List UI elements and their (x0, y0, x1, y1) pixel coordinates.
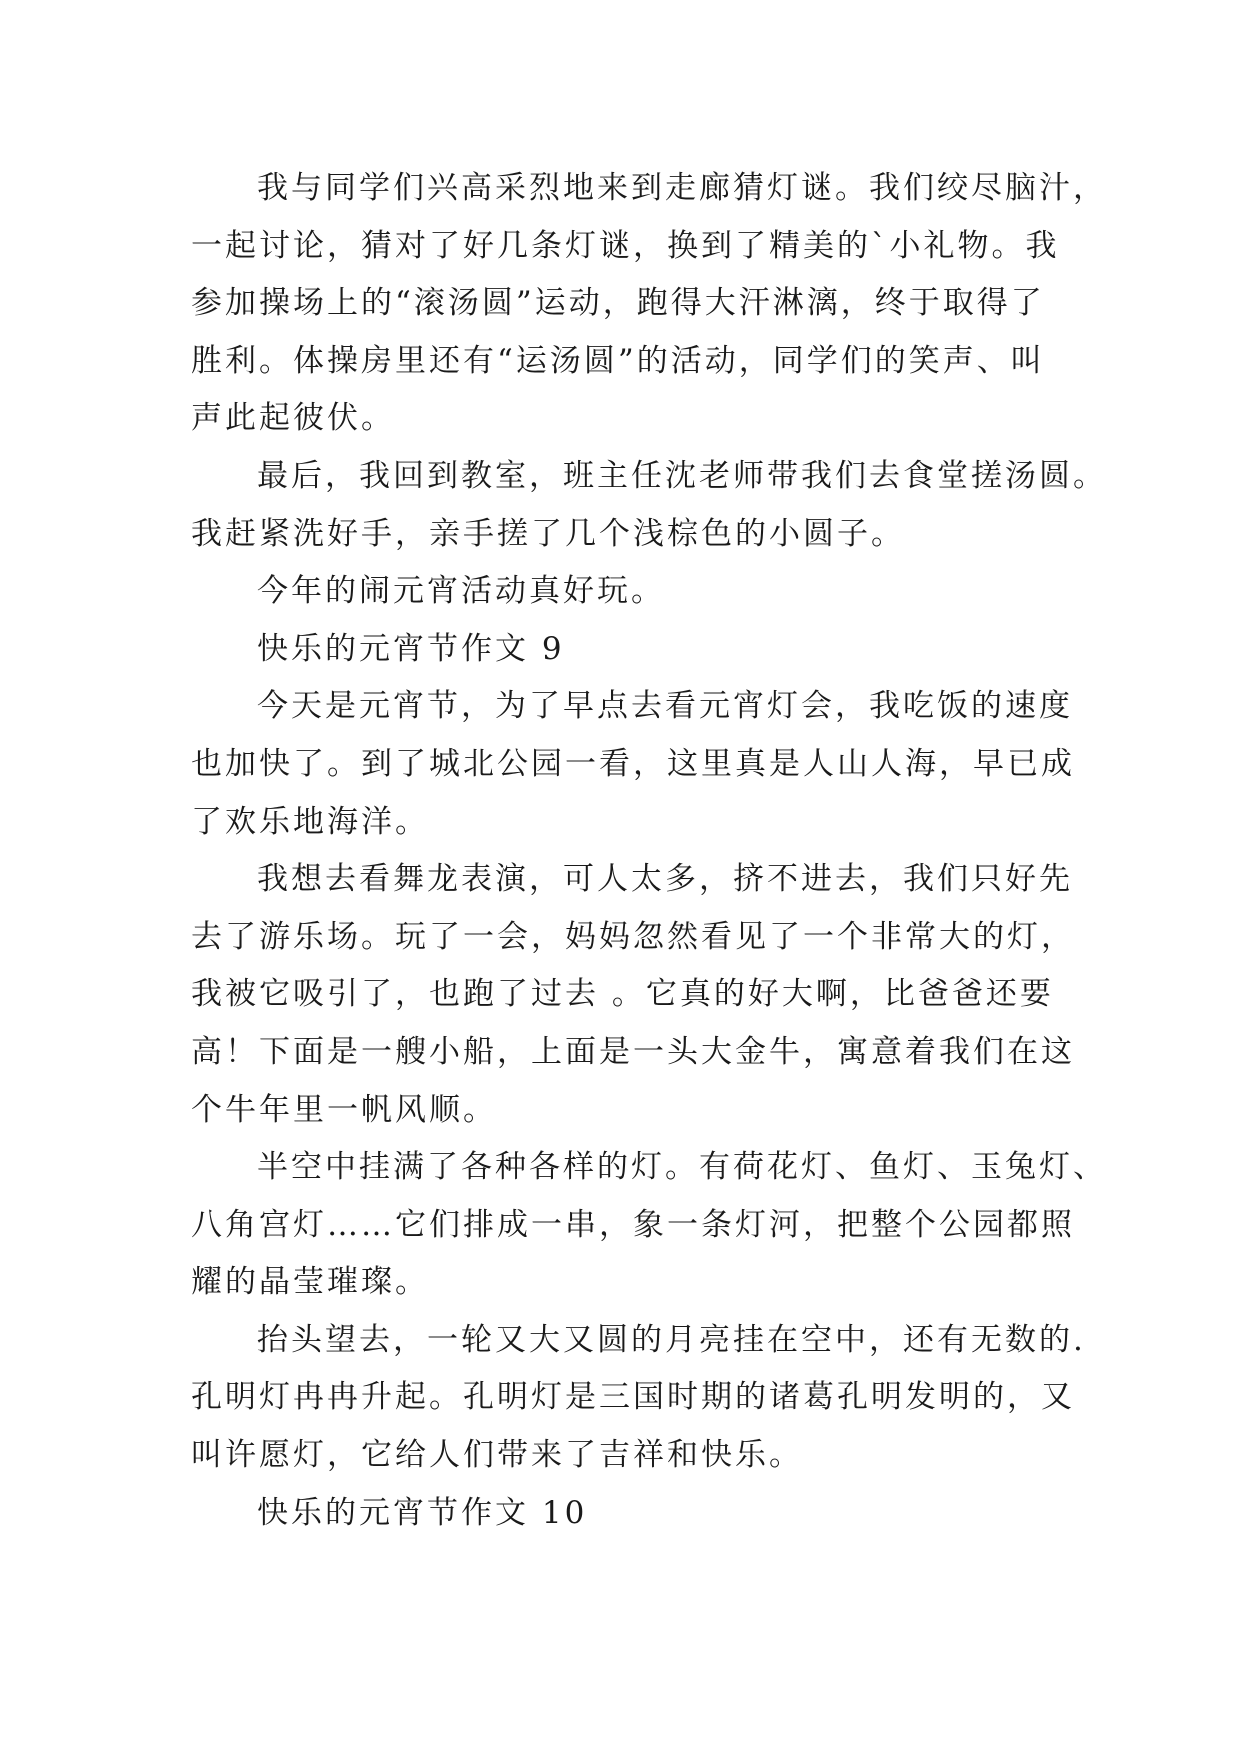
text-line: 耀的晶莹璀璨。 (191, 1264, 429, 1301)
text-line: 高！下面是一艘小船，上面是一头大金牛，寓意着我们在这 (191, 1033, 1075, 1070)
text-line: 个牛年里一帆风顺。 (191, 1091, 497, 1128)
text-line: 叫许愿灯，它给人们带来了吉祥和快乐。 (191, 1437, 803, 1474)
text-line: 我想去看舞龙表演，可人太多，挤不进去，我们只好先 (257, 861, 1073, 898)
text-line: 一起讨论，猜对了好几条灯谜，换到了精美的`小礼物。我 (191, 227, 1060, 264)
text-line: 快乐的元宵节作文 10 (257, 1494, 588, 1531)
text-line: 今天是元宵节，为了早点去看元宵灯会，我吃饭的速度 (257, 688, 1073, 725)
text-line: 也加快了。到了城北公园一看，这里真是人山人海，早已成 (191, 745, 1075, 782)
text-line: 胜利。体操房里还有“运汤圆”的活动，同学们的笑声、叫 (191, 342, 1045, 379)
text-line: 去了游乐场。玩了一会，妈妈忽然看见了一个非常大的灯， (191, 918, 1075, 955)
document-body (191, 160, 1107, 1542)
text-line: 了欢乐地海洋。 (191, 803, 429, 840)
text-line: 半空中挂满了各种各样的灯。有荷花灯、鱼灯、玉兔灯、 (257, 1149, 1107, 1186)
text-line: 八角宫灯……它们排成一串，象一条灯河，把整个公园都照 (191, 1206, 1075, 1243)
text-line: 抬头望去，一轮又大又圆的月亮挂在空中，还有无数的. (257, 1321, 1086, 1358)
text-line: 我与同学们兴高采烈地来到走廊猜灯谜。我们绞尽脑汁， (257, 170, 1107, 206)
text-line: 快乐的元宵节作文 9 (257, 630, 565, 667)
text-line: 最后，我回到教室，班主任沈老师带我们去食堂搓汤圆。 (257, 457, 1107, 494)
text-line: 我被它吸引了，也跑了过去 。它真的好大啊，比爸爸还要 (191, 976, 1054, 1013)
text-line: 孔明灯冉冉升起。孔明灯是三国时期的诸葛孔明发明的，又 (191, 1379, 1075, 1416)
text-line: 今年的闹元宵活动真好玩。 (257, 573, 665, 610)
text-line: 参加操场上的“滚汤圆”运动，跑得大汗淋漓，终于取得了 (191, 285, 1045, 322)
text-line: 声此起彼伏。 (191, 400, 395, 437)
text-line: 我赶紧洗好手，亲手搓了几个浅棕色的小圆子。 (191, 515, 905, 552)
